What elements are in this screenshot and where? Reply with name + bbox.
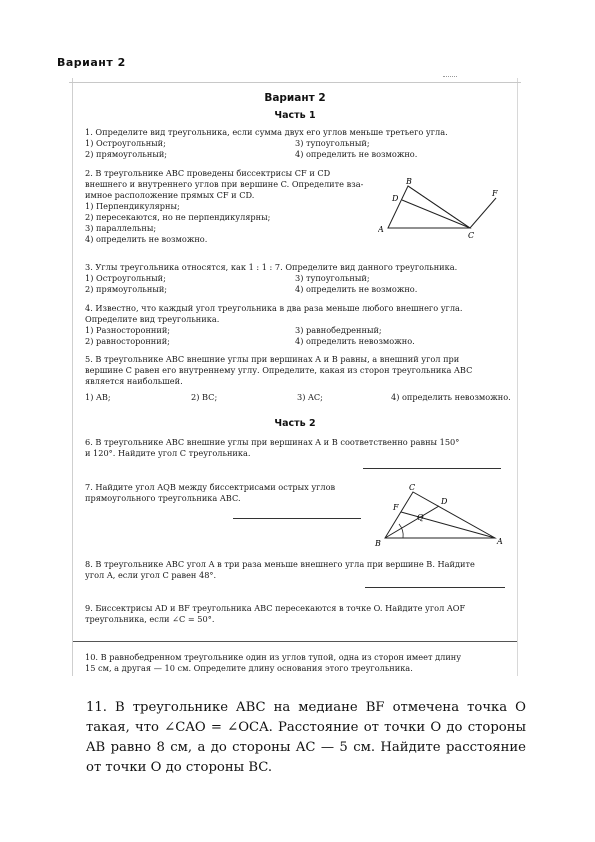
worksheet-title: Вариант 2 [264, 92, 326, 104]
q1-opt3: 3) тупоугольный; [295, 138, 370, 148]
q2-line1: 2. В треугольнике ABC проведены биссектрисы CF и CD [85, 168, 331, 178]
q7-label-d: D [441, 497, 448, 506]
q7-label-a: A [497, 537, 503, 546]
q5-opt4: 4) определить невозможно. [391, 392, 511, 402]
q2-bisector-cd [402, 200, 470, 228]
q2-side-bc [408, 186, 470, 228]
q7-answer-line[interactable] [233, 518, 361, 519]
q10-line2: 15 см, а другая — 10 см. Определите длину основания этого треугольника. [85, 663, 413, 673]
q2-opt3: 3) параллельны; [85, 223, 157, 233]
q2-line3: имное расположение прямых CF и CD. [85, 190, 255, 200]
q1-text: 1. Определите вид треугольника, если сумма двух его углов меньше третьего угла. [85, 127, 448, 137]
q7-triangle [385, 492, 495, 538]
q4-line2: Определите вид треугольника. [85, 314, 220, 324]
q7-bisector-af [401, 512, 495, 538]
q5-line1: 5. В треугольнике ABC внешние углы при вершинах A и B равны, а внешний угол при [85, 354, 460, 364]
q2-bisector-cf [470, 198, 496, 228]
q3-opt4: 4) определить не возможно. [295, 284, 418, 294]
q4-line1: 4. Известно, что каждый угол треугольника в два раза меньше любого внешнего угла. [85, 303, 463, 313]
q5-line2: вершине C равен его внутреннему углу. Определите, какая из сторон треугольника ABC [85, 365, 473, 375]
q7-triangle-figure [373, 482, 508, 548]
q7-label-f: F [393, 503, 399, 512]
q2-label-b: B [406, 177, 412, 186]
q2-triangle-figure [378, 176, 508, 238]
q3-opt2: 2) прямоугольный; [85, 284, 168, 294]
q7-angle-arc [399, 524, 403, 538]
q2-triangle [388, 186, 470, 228]
q9-line2: треугольника, если ∠C = 50°. [85, 614, 215, 624]
q6-answer-line[interactable] [363, 468, 501, 469]
q10-line1: 10. В равнобедренном треугольнике один из углов тупой, одна из сторон имеет длину [85, 652, 462, 662]
q1-opt1: 1) Остроугольный; [85, 138, 166, 148]
q1-opt2: 2) прямоугольный; [85, 149, 168, 159]
q5-opt2: 2) BC; [191, 392, 218, 402]
q5-opt1: 1) AB; [85, 392, 111, 402]
part1-title: Часть 1 [274, 110, 316, 121]
part2-title: Часть 2 [274, 418, 316, 429]
q2-opt1: 1) Перпендикулярны; [85, 201, 180, 211]
q4-opt4: 4) определить невозможно. [295, 336, 415, 346]
q7-label-q: Q [417, 513, 424, 522]
q7-label-c: C [409, 483, 416, 492]
q2-label-d: D [392, 194, 399, 203]
q9-line1: 9. Биссектрисы AD и BF треугольника ABC пересекаются в точке O. Найдите угол AOF [85, 603, 466, 613]
q8-line1: 8. В треугольнике ABC угол A в три раза меньше внешнего угла при вершине B. Найдите [85, 559, 475, 569]
q2-line2: внешнего и внутреннего углов при вершине C. Определите вза- [85, 179, 364, 189]
q4-opt2: 2) равносторонний; [85, 336, 170, 346]
q1-opt4: 4) определить не возможно. [295, 149, 418, 159]
q2-label-f: F [492, 189, 498, 198]
q3-text: 3. Углы треугольника относятся, как 1 : 1 : 7. Определите вид данного треугольника. [85, 262, 458, 272]
q11-text: 11. В треугольнике ABC на медиане BF отмечена точка O такая, что ∠CAO = ∠OCA. Расстояние от точки O до стороны AB равно 8 см, а до стороны AC — 5 см. Найдите расстояние от точки O до стороны BC. [86, 700, 526, 775]
q7-line2: прямоугольного треугольника ABC. [85, 493, 241, 503]
q8-line2: угол A, если угол C равен 48°. [85, 570, 217, 580]
q5-line3: является наибольшей. [85, 376, 183, 386]
q3-opt3: 3) тупоугольный; [295, 273, 370, 283]
q6-line2: и 120°. Найдите угол C треугольника. [85, 448, 251, 458]
q6-line1: 6. В треугольнике ABC внешние углы при вершинах A и B соответственно равны 150° [85, 437, 460, 447]
q2-opt4: 4) определить не возможно. [85, 234, 208, 244]
worksheet [72, 78, 518, 676]
q2-opt2: 2) пересекаются, но не перпендикулярны; [85, 212, 271, 222]
q5-opt3: 3) AC; [297, 392, 323, 402]
q7-label-b: B [375, 539, 381, 548]
q4-opt1: 1) Разносторонний; [85, 325, 171, 335]
q2-label-c: C [468, 231, 475, 238]
q7-line1: 7. Найдите угол AQB между биссектрисами острых углов [85, 482, 336, 492]
q4-opt3: 3) равнобедренный; [295, 325, 382, 335]
q8-answer-line[interactable] [365, 587, 505, 588]
scan-mark [443, 76, 457, 77]
top-rule [69, 82, 521, 83]
page-label: Вариант 2 [57, 56, 126, 69]
q3-opt1: 1) Остроугольный; [85, 273, 166, 283]
q2-label-a: A [378, 225, 384, 234]
section-divider [73, 641, 517, 642]
